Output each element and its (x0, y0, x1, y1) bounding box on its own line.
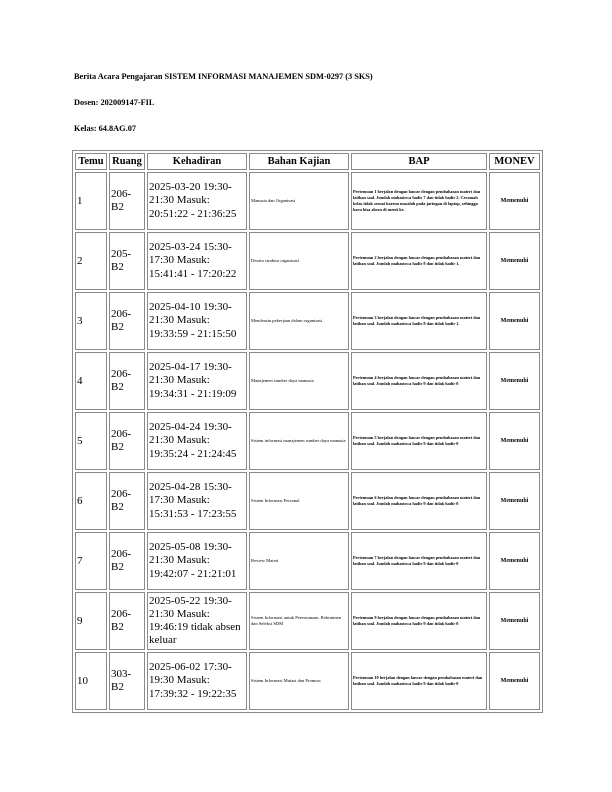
cell-kehadiran: 2025-03-20 19:30-21:30 Masuk: 20:51:22 - 21:36:25 (147, 172, 247, 230)
class-line: Kelas: 64.8AG.07 (74, 124, 136, 133)
column-header-bap: BAP (351, 153, 487, 170)
document-title: Berita Acara Pengajaran SISTEM INFORMASI MANAJEMEN SDM-0297 (3 SKS) (74, 72, 373, 81)
column-header-bahan-kajian: Bahan Kajian (249, 153, 349, 170)
cell-bahan-kajian: Mendesain pekerjaan dalam organisasi (249, 292, 349, 350)
cell-temu: 7 (75, 532, 107, 590)
cell-monev: Memenuhi (489, 292, 540, 350)
table-row (75, 532, 540, 590)
cell-temu: 3 (75, 292, 107, 350)
cell-temu: 2 (75, 232, 107, 290)
cell-bahan-kajian: Sistem Informasi Personal (249, 472, 349, 530)
column-header-ruang: Ruang (109, 153, 145, 170)
cell-bahan-kajian: Manusia dan Organisasi (249, 172, 349, 230)
cell-monev: Memenuhi (489, 412, 540, 470)
lecturer-line: Dosen: 202009147-FIL (74, 98, 155, 107)
cell-bap: Pertemuan 3 berjalan dengan lancar dengan pembahasan materi dan latihan soal. Jumlah mahasiswa hadir 8 dan tidak hadir 1. (351, 292, 487, 350)
cell-ruang: 206-B2 (109, 412, 145, 470)
cell-ruang: 206-B2 (109, 292, 145, 350)
cell-bap: Pertemuan 5 berjalan dengan lancar dengan pembahasan materi dan latihan soal. Jumlah mahasiswa hadir 9 dan tidak hadir 0 (351, 412, 487, 470)
cell-temu: 1 (75, 172, 107, 230)
column-header-monev: MONEV (489, 153, 540, 170)
cell-monev: Memenuhi (489, 172, 540, 230)
cell-bahan-kajian: Desain struktur organisasi (249, 232, 349, 290)
cell-monev: Memenuhi (489, 352, 540, 410)
cell-temu: 6 (75, 472, 107, 530)
cell-temu: 5 (75, 412, 107, 470)
table-row (75, 472, 540, 530)
cell-temu: 9 (75, 592, 107, 650)
table-header-row (75, 153, 540, 170)
cell-ruang: 206-B2 (109, 352, 145, 410)
table-row (75, 292, 540, 350)
cell-kehadiran: 2025-03-24 15:30-17:30 Masuk: 15:41:41 - 17:20:22 (147, 232, 247, 290)
cell-monev: Memenuhi (489, 592, 540, 650)
cell-bap: Pertemuan 1 berjalan dengan lancar dengan pembahasan materi dan latihan soal. Jumlah mahasiswa hadir 7 dan tidak hadir 2. Ceramah kelas tidak sesuai karena masalah pada jaringan di laptop, sehingga baru bisa absen di menit ke. (351, 172, 487, 230)
cell-bahan-kajian: Manajemen sumber daya manusia (249, 352, 349, 410)
cell-bap: Pertemuan 4 berjalan dengan lancar dengan pembahasan materi dan latihan soal. Jumlah mahasiswa hadir 9 dan tidak hadir 0 (351, 352, 487, 410)
cell-bap: Pertemuan 7 berjalan dengan lancar dengan pembahasan materi dan latihan soal. Jumlah mahasiswa hadir 9 dan tidak hadir 0 (351, 532, 487, 590)
table-row (75, 412, 540, 470)
teaching-log-table (72, 150, 543, 713)
cell-ruang: 303-B2 (109, 652, 145, 710)
cell-ruang: 205-B2 (109, 232, 145, 290)
table-row (75, 172, 540, 230)
cell-monev: Memenuhi (489, 652, 540, 710)
cell-bap: Pertemuan 9 berjalan dengan lancar dengan pembahasan materi dan latihan soal. Jumlah mahasiswa hadir 9 dan tidak hadir 0 (351, 592, 487, 650)
cell-kehadiran: 2025-04-24 19:30-21:30 Masuk: 19:35:24 - 21:24:45 (147, 412, 247, 470)
cell-bahan-kajian: Sistem informasi manajemen sumber daya manusia (249, 412, 349, 470)
cell-monev: Memenuhi (489, 472, 540, 530)
cell-kehadiran: 2025-04-17 19:30-21:30 Masuk: 19:34:31 - 21:19:09 (147, 352, 247, 410)
cell-ruang: 206-B2 (109, 172, 145, 230)
cell-ruang: 206-B2 (109, 472, 145, 530)
table-row (75, 592, 540, 650)
cell-kehadiran: 2025-05-08 19:30-21:30 Masuk: 19:42:07 - 21:21:01 (147, 532, 247, 590)
cell-monev: Memenuhi (489, 532, 540, 590)
cell-ruang: 206-B2 (109, 592, 145, 650)
cell-temu: 4 (75, 352, 107, 410)
cell-bahan-kajian: Sistem Informasi Mutasi dan Promosi (249, 652, 349, 710)
cell-ruang: 206-B2 (109, 532, 145, 590)
cell-bahan-kajian: Review Materi (249, 532, 349, 590)
table-row (75, 652, 540, 710)
cell-kehadiran: 2025-06-02 17:30-19:30 Masuk: 17:39:32 - 19:22:35 (147, 652, 247, 710)
cell-kehadiran: 2025-04-28 15:30-17:30 Masuk: 15:31:53 - 17:23:55 (147, 472, 247, 530)
cell-monev: Memenuhi (489, 232, 540, 290)
column-header-kehadiran: Kehadiran (147, 153, 247, 170)
cell-bap: Pertemuan 6 berjalan dengan lancar dengan pembahasan materi dan latihan soal. Jumlah mahasiswa hadir 9 dan tidak hadir 0 (351, 472, 487, 530)
cell-bap: Pertemuan 10 berjalan dengan lancar dengan pembahasan materi dan latihan soal. Jumlah mahasiswa hadir 9 dan tidak hadir 0 (351, 652, 487, 710)
cell-temu: 10 (75, 652, 107, 710)
cell-bap: Pertemuan 2 berjalan dengan lancar dengan pembahasan materi dan latihan soal. Jumlah mahasiswa hadir 8 dan tidak hadir 1. (351, 232, 487, 290)
cell-bahan-kajian: Sistem Informasi untuk Perencanaan, Rekrutmen dan Seleksi SDM (249, 592, 349, 650)
column-header-temu: Temu (75, 153, 107, 170)
cell-kehadiran: 2025-04-10 19:30-21:30 Masuk: 19:33:59 - 21:15:50 (147, 292, 247, 350)
cell-kehadiran: 2025-05-22 19:30-21:30 Masuk: 19:46:19 tidak absen keluar (147, 592, 247, 650)
table-row (75, 232, 540, 290)
table-row (75, 352, 540, 410)
